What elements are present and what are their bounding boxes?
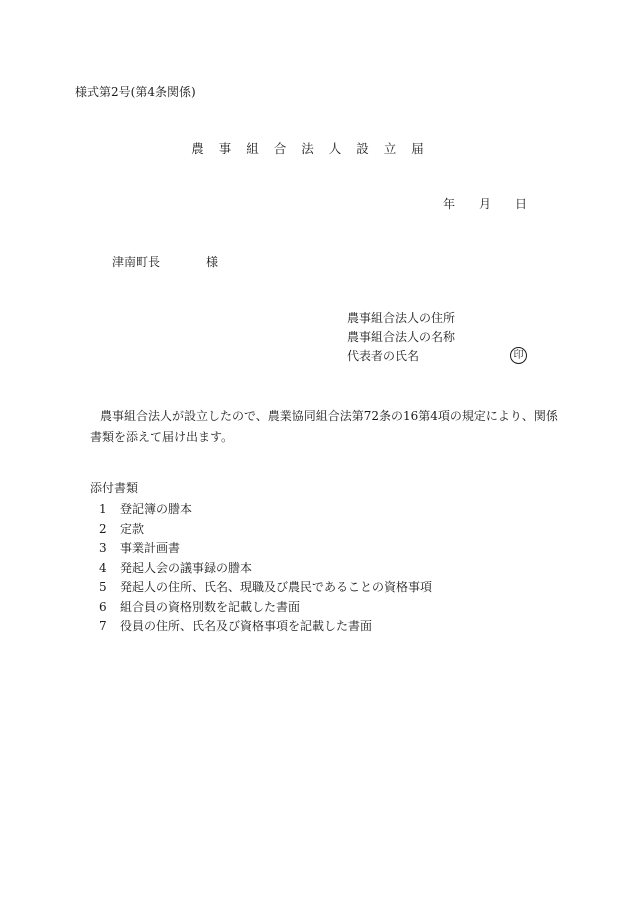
body-line-1: 農事組合法人が設立したので、農業協同組合法第72条の16第4項の規定により、関係 [100, 409, 558, 423]
recipient-name: 津南町長 [112, 255, 161, 269]
attachment-number: 7 [99, 619, 107, 633]
applicant-name-label: 農事組合法人の名称 [347, 330, 456, 344]
attachment-item [90, 562, 432, 582]
recipient-honorific: 様 [206, 255, 219, 269]
attachment-number: 3 [99, 541, 107, 555]
attachments-heading: 添付書類 [90, 481, 139, 495]
seal-mark: 印 [510, 347, 527, 364]
recipient-line [112, 256, 218, 268]
date-line [443, 198, 527, 210]
attachment-text: 発起人の住所、氏名、現職及び農民であることの資格事項 [120, 580, 433, 594]
attachment-item [90, 523, 432, 543]
date-month: 月 [479, 197, 492, 211]
attachment-text: 役員の住所、氏名及び資格事項を記載した書面 [120, 619, 373, 633]
applicant-address-label: 農事組合法人の住所 [347, 311, 456, 325]
attachments-section [90, 482, 432, 640]
attachment-item [90, 620, 432, 640]
attachment-item [90, 542, 432, 562]
applicant-block [347, 312, 455, 369]
attachment-number: 4 [99, 560, 107, 575]
attachment-item [90, 601, 432, 621]
attachment-text: 定款 [120, 521, 145, 536]
body-text [90, 406, 560, 448]
document-title: 農事組合法人設立届 [191, 141, 439, 156]
attachment-item [90, 503, 432, 523]
attachment-item [90, 581, 432, 601]
attachment-text: 組合員の資格別数を記載した書面 [120, 599, 301, 614]
representative-name-label: 代表者の氏名 [347, 349, 420, 363]
body-line-2: 書類を添えて届け出ます。 [90, 430, 234, 444]
attachment-number: 6 [99, 599, 107, 614]
date-day: 日 [515, 197, 528, 211]
attachment-number: 1 [99, 502, 107, 516]
attachment-text: 登記簿の謄本 [120, 502, 193, 516]
form-number: 様式第2号(第4条関係) [75, 85, 196, 99]
attachment-number: 5 [99, 580, 107, 594]
attachment-text: 事業計画書 [120, 541, 181, 555]
attachment-text: 発起人会の議事録の謄本 [120, 560, 253, 575]
attachment-number: 2 [99, 521, 107, 536]
date-year: 年 [443, 197, 456, 211]
